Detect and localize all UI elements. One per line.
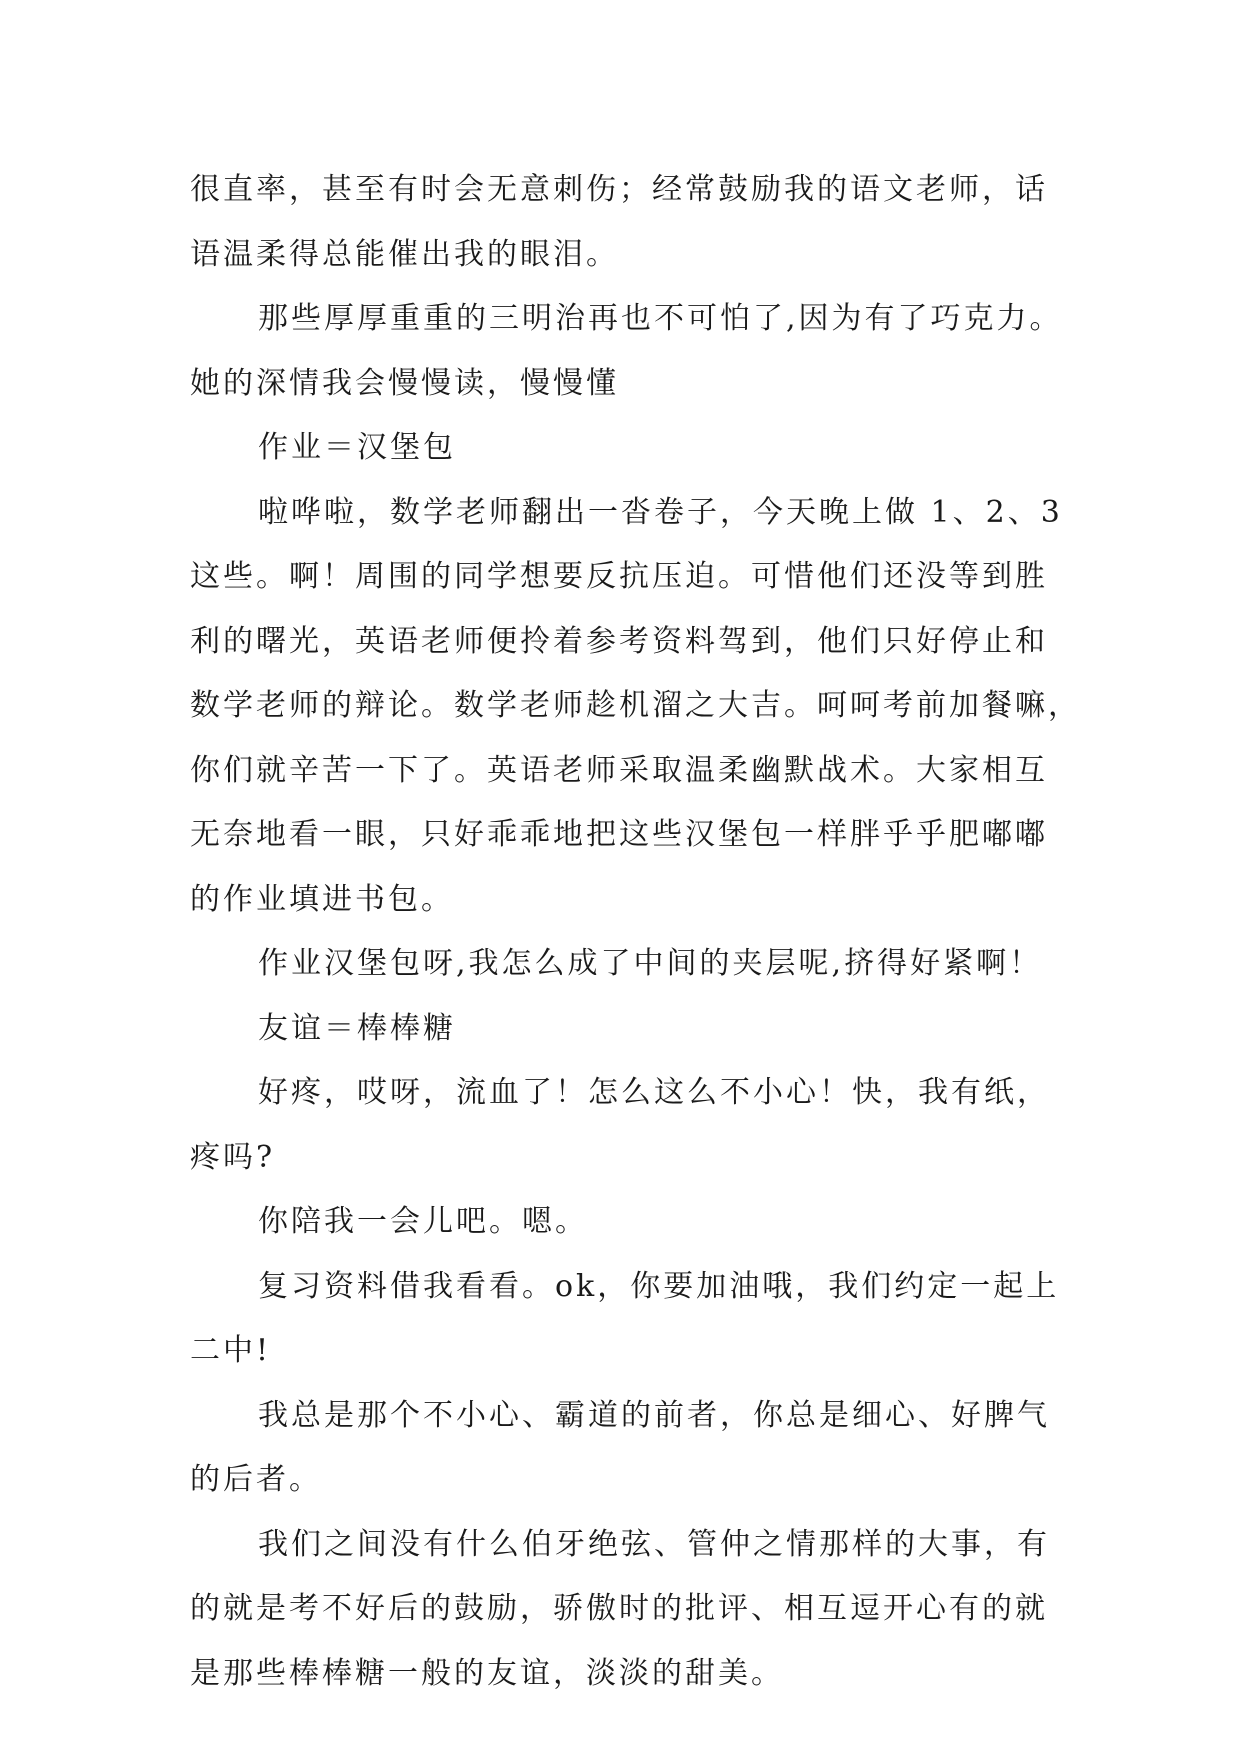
text-line: 作业＝汉堡包 (258, 430, 456, 465)
text-line: 疼吗? (190, 1139, 276, 1175)
text-line: 啦哗啦，数学老师翻出一沓卷子，今天晚上做 1、2、3 (258, 494, 1063, 530)
text-line: 那些厚厚重重的三明治再也不可怕了,因为有了巧克力。 (258, 301, 1063, 336)
text-line: 是那些棒棒糖一般的友谊，淡淡的甜美。 (190, 1655, 784, 1691)
text-line: 友谊＝棒棒糖 (258, 1010, 456, 1046)
text-line: 这些。啊！周围的同学想要反抗压迫。可惜他们还没等到胜 (190, 559, 1048, 594)
text-line: 无奈地看一眼，只好乖乖地把这些汉堡包一样胖乎乎肥嘟嘟 (190, 817, 1048, 852)
text-line: 的后者。 (190, 1462, 322, 1497)
text-line: 复习资料借我看看。ok，你要加油哦，我们约定一起上 (258, 1268, 1060, 1304)
text-line: 语温柔得总能催出我的眼泪。 (190, 236, 619, 272)
text-line: 作业汉堡包呀,我怎么成了中间的夹层呢,挤得好紧啊！ (258, 946, 1043, 981)
text-line: 我们之间没有什么伯牙绝弦、管仲之情那样的大事，有 (258, 1526, 1050, 1562)
text-line: 好疼，哎呀，流血了！怎么这么不小心！快，我有纸， (258, 1075, 1050, 1110)
text-line: 利的曙光，英语老师便拎着参考资料驾到，他们只好停止和 (190, 623, 1048, 659)
text-line: 二中! (190, 1333, 272, 1368)
text-line: 很直率，甚至有时会无意刺伤；经常鼓励我的语文老师，话 (190, 172, 1048, 207)
text-line: 我总是那个不小心、霸道的前者，你总是细心、好脾气 (258, 1397, 1050, 1433)
text-line: 她的深情我会慢慢读，慢慢懂 (190, 365, 619, 401)
text-line: 你陪我一会儿吧。嗯。 (258, 1204, 588, 1239)
text-line: 你们就辛苦一下了。英语老师采取温柔幽默战术。大家相互 (190, 752, 1048, 788)
text-line: 的作业填进书包。 (190, 881, 454, 917)
text-line: 数学老师的辩论。数学老师趁机溜之大吉。呵呵考前加餐嘛， (190, 688, 1081, 723)
document-body (190, 158, 1090, 1706)
text-line: 的就是考不好后的鼓励，骄傲时的批评、相互逗开心有的就 (190, 1591, 1048, 1626)
